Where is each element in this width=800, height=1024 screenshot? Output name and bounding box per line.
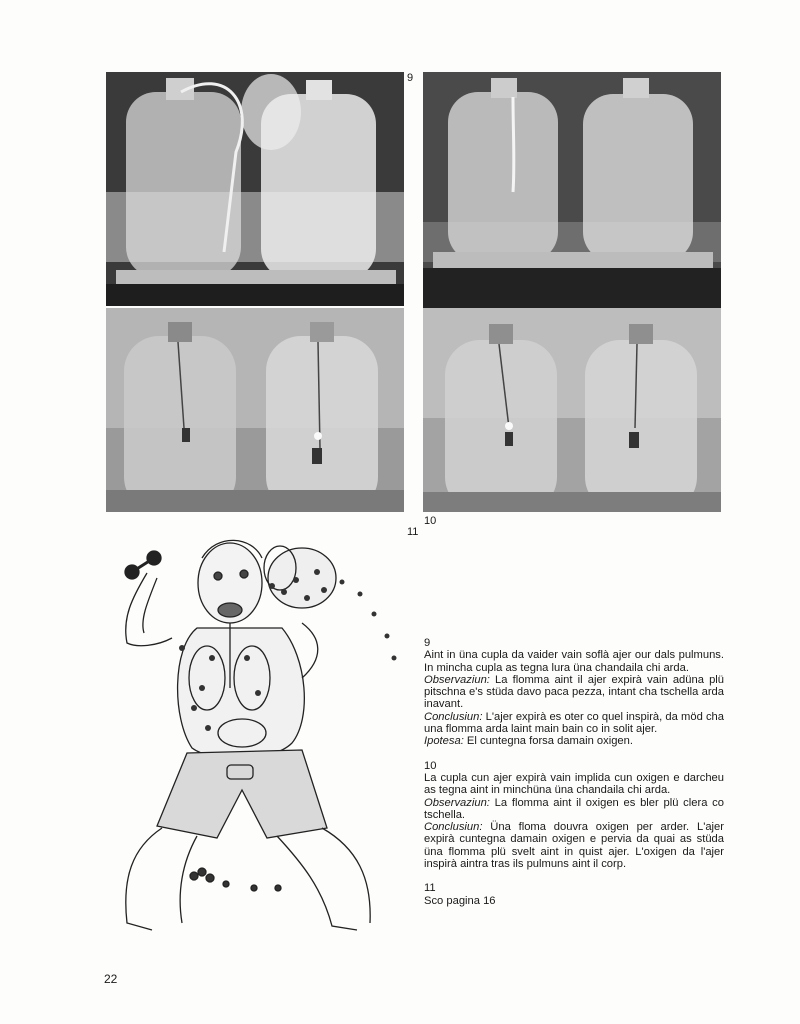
photo-two-bell-jars-tube bbox=[423, 72, 721, 308]
section-10-number: 10 bbox=[424, 759, 437, 772]
section-10-observation bbox=[424, 797, 724, 822]
section-11-reference: Sco pagina 16 bbox=[424, 894, 496, 907]
photo-two-bell-jars-with-person bbox=[106, 72, 404, 306]
section-9-number: 9 bbox=[424, 637, 431, 649]
caption-text-column bbox=[424, 637, 724, 907]
figure-number-10: 10 bbox=[424, 515, 437, 527]
section-9-conclusion-label: Conclusiun: bbox=[424, 710, 483, 723]
figure-number-11-upper: 11 bbox=[407, 526, 419, 538]
section-9-conclusion bbox=[424, 711, 724, 736]
section-9-hypothesis-text: El cuntegna forsa damain oxigen. bbox=[463, 735, 633, 748]
section-9-hypothesis-label: Ipotesa: bbox=[424, 735, 464, 748]
illustration-breathing-figure bbox=[102, 528, 402, 948]
section-10-observation-text: La flomma aint il oxigen es bler plü clera co tschella. bbox=[424, 796, 724, 821]
section-9-observation-text: La flomma aint il ajer expirà vain adüna plü pitschna e's stüda davo paca pezza, intant cha tschella arda inavant. bbox=[424, 673, 724, 711]
section-9-observation bbox=[424, 674, 724, 711]
section-9-conclusion-text: L'ajer expirà es oter co quel inspirà, da möd cha una flomma arda laint main bain co in solit ajer. bbox=[424, 710, 724, 736]
figure-number-9: 9 bbox=[407, 72, 414, 84]
section-10-conclusion bbox=[424, 821, 724, 870]
section-9-intro: Aint in üna cupla da vaider vain soflà ajer our dals pulmuns. In mincha cupla as tegna lura üna chandaila chi arda. bbox=[424, 649, 724, 674]
section-10-conclusion-text: Üna floma douvra oxigen per arder. L'ajer expirà cuntegna damain oxigen e pervia da quai as stüda üna flomma plü svelt aint in quist ajer. L'oxigen da l'ajer inspirà aintra tras ils pulmuns aint il corp. bbox=[424, 821, 724, 871]
photo-bell-jars-candles-1 bbox=[106, 308, 404, 512]
section-9-observation-label: Observaziun: bbox=[424, 673, 490, 686]
section-11-number: 11 bbox=[424, 882, 436, 895]
photo-bell-jars-candles-2 bbox=[423, 308, 721, 512]
section-10-observation-label: Observaziun: bbox=[424, 796, 490, 809]
page-number: 22 bbox=[104, 972, 118, 986]
section-10-intro: La cupla cun ajer expirà vain implida cun oxigen e darcheu as tegna aint in minchüna üna chandaila chi arda. bbox=[424, 771, 724, 797]
section-10-conclusion-label: Conclusiun: bbox=[424, 821, 483, 834]
section-9-hypothesis bbox=[424, 735, 724, 747]
